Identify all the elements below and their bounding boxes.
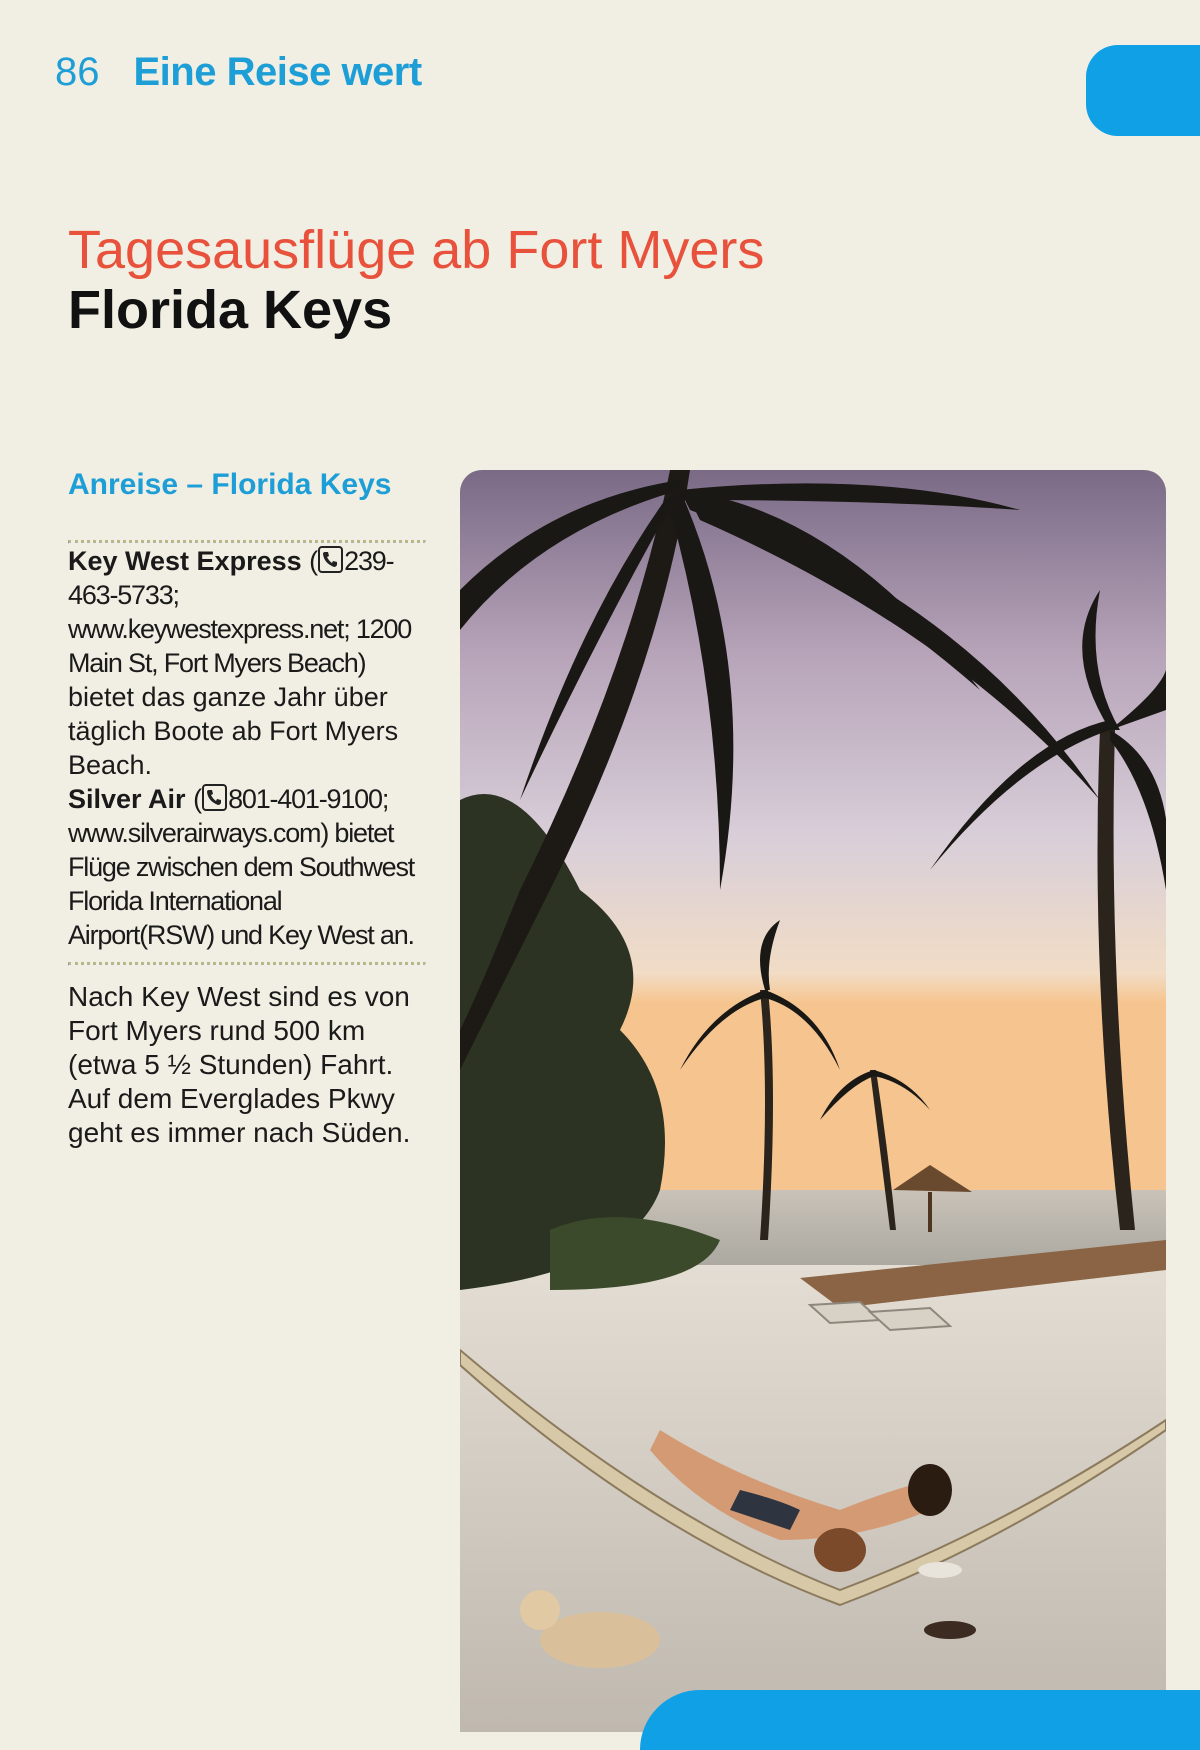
bottom-tab: [640, 1690, 1200, 1750]
headline: [68, 220, 764, 340]
entry-silver-air: Silver Air ( 801-401-9100; www.silverairways.com) bietet Flüge zwischen dem Southwest Florida International Airport(RSW) und Key West an.: [68, 784, 415, 950]
entry-description: www.silverairways.com) bietet Flüge zwischen dem Southwest Florida International Airport(RSW) und Key West an.: [68, 818, 415, 950]
entry-url: www.keywestexpress.net: [68, 614, 344, 644]
chapter-tab: [1086, 45, 1200, 136]
entry-address: 1200 Main St, Fort Myers Beach): [68, 614, 412, 678]
phone-icon: [202, 784, 227, 811]
phone-icon: [318, 546, 343, 573]
section-title: Eine Reise wert: [133, 50, 422, 94]
entry-key-west-express: Key West Express ( 239-463-5733; www.keywestexpress.net; 1200 Main St, Fort Myers Beach) bietet das ganze Jahr über täglich Boote ab Fort Myers Beach.: [68, 546, 412, 780]
headline-subtitle: Tagesausflüge ab Fort Myers: [68, 220, 765, 280]
entry-name: Key West Express: [68, 546, 302, 576]
entry-name: Silver Air: [68, 784, 186, 814]
page-header: [55, 50, 422, 95]
entry-phone: 801-401-9100: [228, 784, 382, 814]
entry-description: bietet das ganze Jahr über täglich Boote ab Fort Myers Beach.: [68, 682, 399, 780]
beach-sunset-photo: [460, 470, 1166, 1732]
sidebar-heading: Anreise – Florida Keys: [68, 468, 392, 501]
entry-phone: 239-463-5733: [68, 546, 394, 610]
headline-title: Florida Keys: [68, 280, 393, 340]
divider: [68, 962, 426, 966]
travel-info-sidebar: [68, 468, 426, 1150]
driving-paragraph: Nach Key West sind es von Fort Myers rund 500 km (etwa 5 ½ Stunden) Fahrt. Auf dem Everglades Pkwy geht es immer nach Süden.: [68, 981, 411, 1148]
page-number: 86: [55, 50, 100, 94]
